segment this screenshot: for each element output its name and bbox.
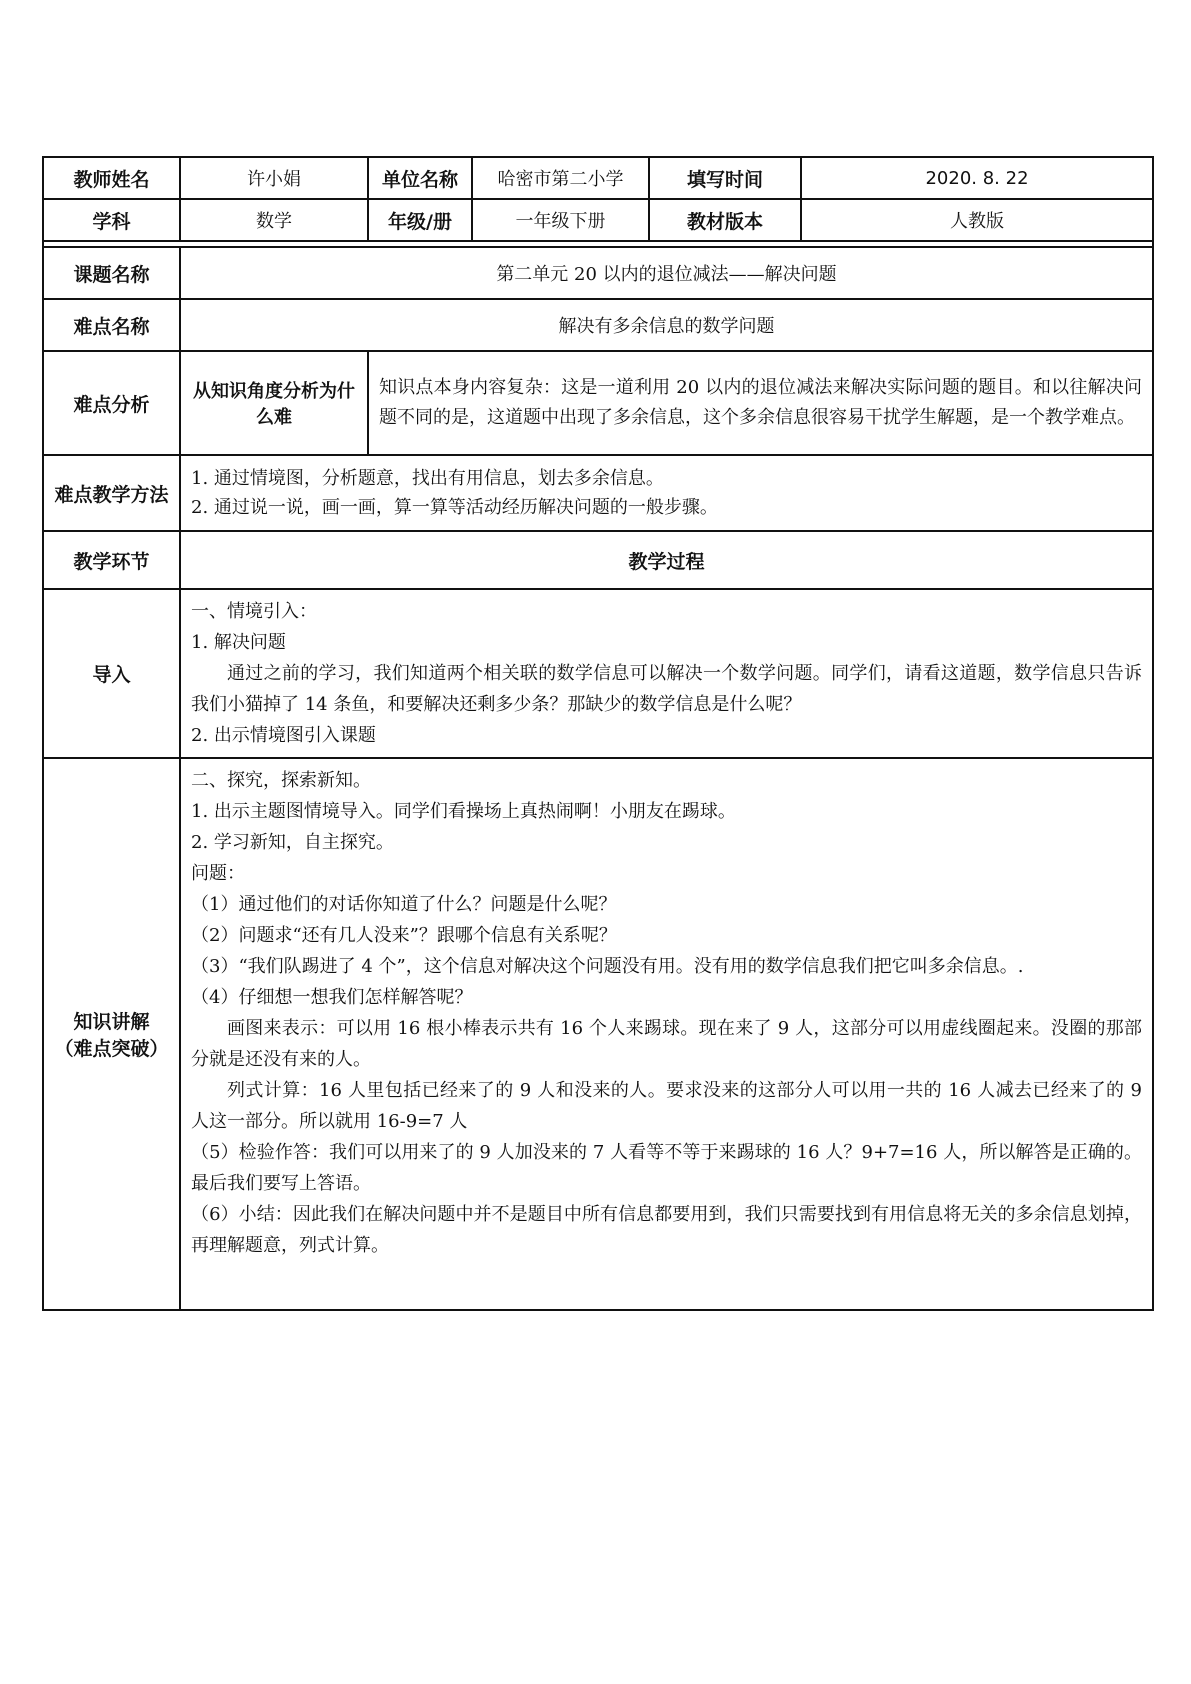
knowledge-line: 1. 出示主题图情境导入。同学们看操场上真热闹啊！小朋友在踢球。 — [191, 801, 736, 822]
knowledge-label-line2: （难点突破） — [54, 1038, 169, 1060]
intro-row — [43, 589, 1153, 758]
subject-label: 学科 — [43, 199, 180, 241]
edition-label: 教材版本 — [649, 199, 801, 241]
knowledge-line: （1）通过他们的对话你知道了什么？问题是什么呢？ — [191, 894, 617, 915]
analysis-sub-label: 从知识角度分析为什么难 — [180, 351, 368, 455]
topic-label: 课题名称 — [43, 247, 180, 299]
grade-label: 年级/册 — [368, 199, 472, 241]
knowledge-line: 2. 学习新知，自主探究。 — [191, 832, 394, 853]
unit-label: 单位名称 — [368, 157, 472, 199]
analysis-row — [43, 351, 1153, 455]
knowledge-label — [43, 758, 180, 1310]
method-row — [43, 455, 1153, 531]
subject-value: 数学 — [180, 199, 368, 241]
teacher-value: 许小娟 — [180, 157, 368, 199]
subject-row — [43, 199, 1153, 241]
process-title: 教学过程 — [180, 531, 1153, 589]
analysis-text: 知识点本身内容复杂：这是一道利用 20 以内的退位减法来解决实际问题的题目。和以往解决问题不同的是，这道题中出现了多余信息，这个多余信息很容易干扰学生解题，是一个教学难点。 — [368, 351, 1153, 455]
intro-line: 1. 解决问题 — [191, 632, 286, 653]
teacher-row — [43, 157, 1153, 199]
method-line: 1. 通过情境图，分析题意，找出有用信息，划去多余信息。 — [191, 468, 664, 489]
intro-label: 导入 — [43, 589, 180, 758]
unit-value: 哈密市第二小学 — [472, 157, 649, 199]
grade-value: 一年级下册 — [472, 199, 649, 241]
process-header-row — [43, 531, 1153, 589]
knowledge-label-line1: 知识讲解 — [73, 1011, 150, 1033]
difficulty-value: 解决有多余信息的数学问题 — [180, 299, 1153, 351]
knowledge-line: （5）检验作答：我们可以用来了的 9 人加没来的 7 人看等不等于来踢球的 16 人？9+7=16 人，所以解答是正确的。最后我们要写上答语。 — [191, 1142, 1142, 1194]
intro-line: 一、情境引入： — [191, 601, 317, 622]
difficulty-row — [43, 299, 1153, 351]
knowledge-line: （6）小结：因此我们在解决问题中并不是题目中所有信息都要用到，我们只需要找到有用信息将无关的多余信息划掉，再理解题意，列式计算。 — [191, 1204, 1142, 1256]
knowledge-paragraph: 列式计算：16 人里包括已经来了的 9 人和没来的人。要求没来的这部分人可以用一共的 16 人减去已经来了的 9 人这一部分。所以就用 16-9=7 人 — [191, 1080, 1142, 1132]
knowledge-line: （2）问题求“还有几人没来”？跟哪个信息有关系呢？ — [191, 925, 617, 946]
lesson-plan-table — [42, 156, 1154, 1311]
knowledge-line: （3）“我们队踢进了 4 个”，这个信息对解决这个问题没有用。没有用的数学信息我们把它叫多余信息。. — [191, 956, 1024, 977]
teacher-label: 教师姓名 — [43, 157, 180, 199]
intro-line: 2. 出示情境图引入课题 — [191, 725, 376, 746]
topic-row — [43, 247, 1153, 299]
intro-content — [180, 589, 1153, 758]
method-content — [180, 455, 1153, 531]
topic-value: 第二单元 20 以内的退位减法——解决问题 — [180, 247, 1153, 299]
method-line: 2. 通过说一说，画一画，算一算等活动经历解决问题的一般步骤。 — [191, 497, 718, 518]
knowledge-line: 二、探究，探索新知。 — [191, 770, 371, 791]
knowledge-line: 问题： — [191, 863, 245, 884]
edition-value: 人教版 — [801, 199, 1153, 241]
knowledge-content — [180, 758, 1153, 1310]
knowledge-line: （4）仔细想一想我们怎样解答呢？ — [191, 987, 473, 1008]
intro-paragraph: 通过之前的学习，我们知道两个相关联的数学信息可以解决一个数学问题。同学们，请看这道题，数学信息只告诉我们小猫掉了 14 条鱼，和要解决还剩多少条？那缺少的数学信息是什么呢？ — [191, 663, 1142, 715]
knowledge-paragraph: 画图来表示：可以用 16 根小棒表示共有 16 个人来踢球。现在来了 9 人，这部分可以用虚线圈起来。没圈的那部分就是还没有来的人。 — [191, 1018, 1142, 1070]
process-stage-label: 教学环节 — [43, 531, 180, 589]
lesson-plan-sheet — [42, 156, 1152, 1311]
knowledge-row — [43, 758, 1153, 1310]
date-label: 填写时间 — [649, 157, 801, 199]
analysis-label: 难点分析 — [43, 351, 180, 455]
difficulty-label: 难点名称 — [43, 299, 180, 351]
date-value: 2020. 8. 22 — [801, 157, 1153, 199]
method-label: 难点教学方法 — [43, 455, 180, 531]
